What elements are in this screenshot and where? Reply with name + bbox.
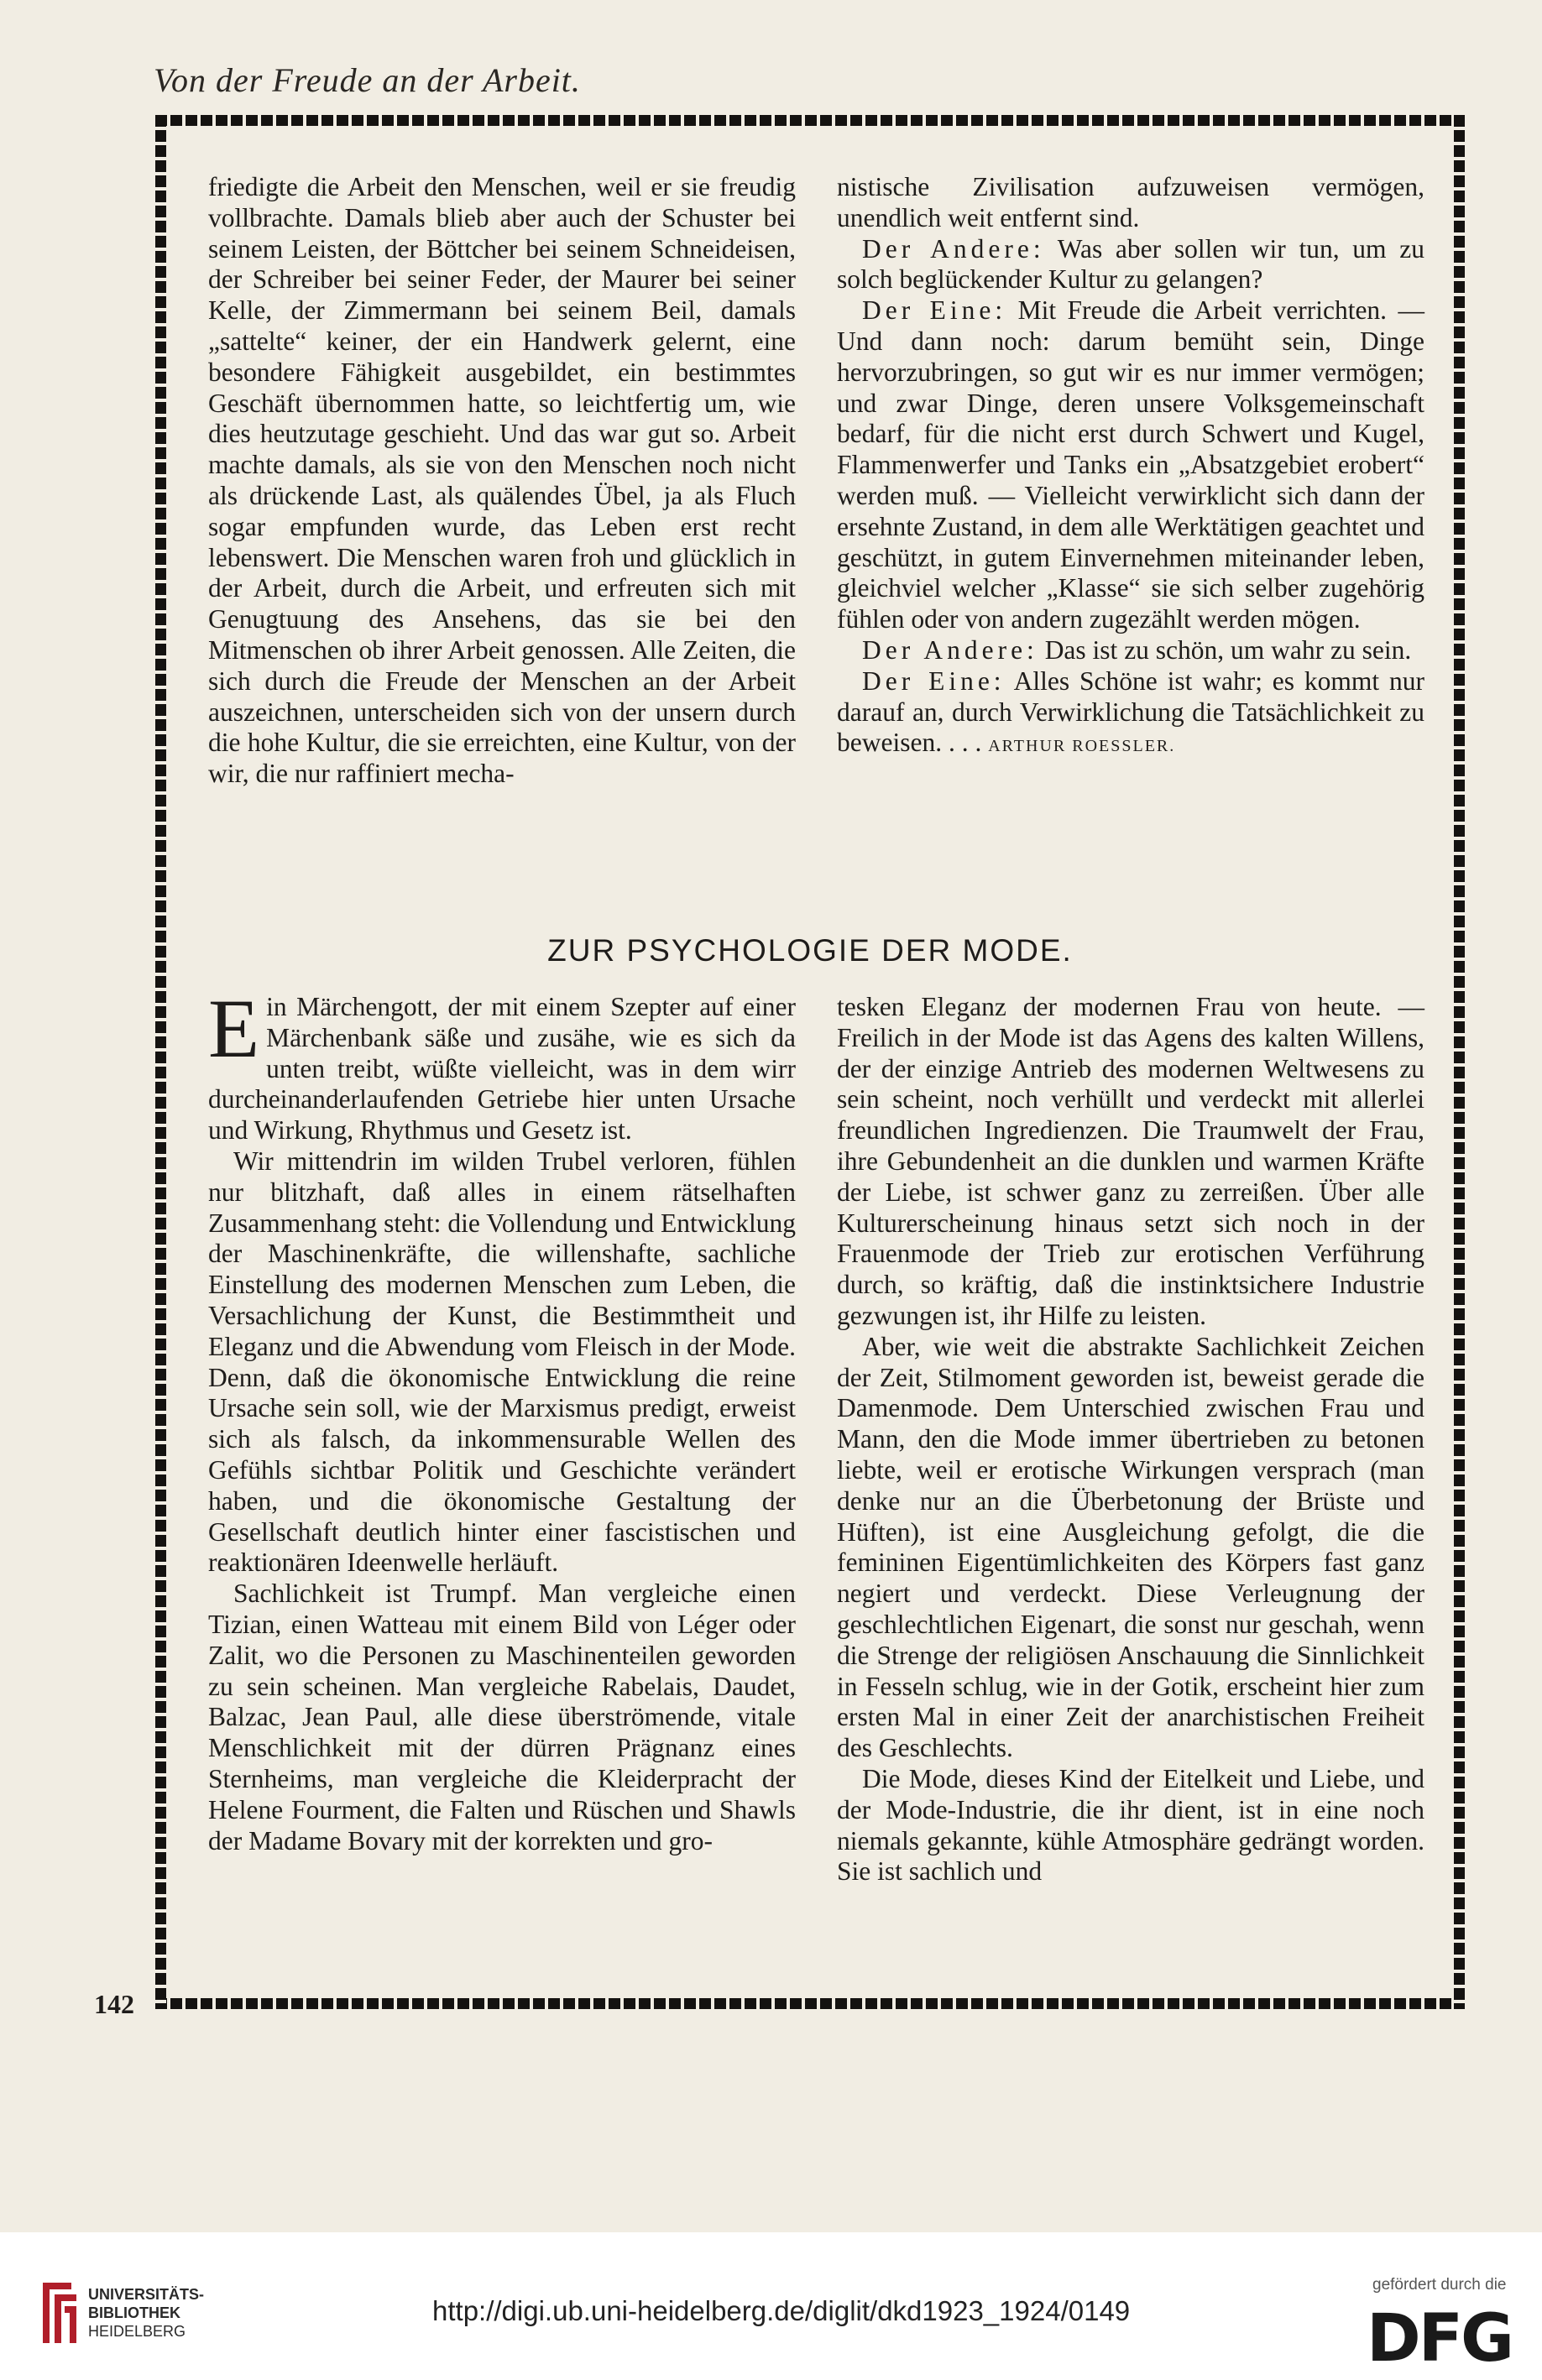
speaker-label: Der Eine: (862, 665, 1006, 696)
page-number: 142 (94, 1989, 134, 2019)
speaker-label: Der Andere: (862, 233, 1045, 264)
article2-left-paragraph-3: Sachlichkeit ist Trumpf. Man vergleiche einen Tizian, einen Watteau mit einem Bild von Léger oder Zalit, wo die Personen zu Maschinenteilen geworden zu sein scheinen. Man vergleiche Rabelais, Daudet, Balzac, Jean Paul, alle diese überströmende, vitale Menschlichkeit mit der dürren Prägnanz eines Sternheims, man vergleiche die Kleiderpracht der Helene Fourment, die Falten und Rüschen und Shawls der Madame Bovary mit der korrekten und gro- (208, 1579, 796, 1855)
article2-right-paragraph-3: Die Mode, dieses Kind der Eitelkeit und Liebe, und der Mode-Industrie, die ihr dient, ist in eine noch niemals gekannte, kühle Atmosphäre gedrängt worden. Sie ist sachlich und (837, 1763, 1424, 1887)
frame-left-border (155, 115, 166, 2009)
author-signature: ARTHUR ROESSLER. (988, 737, 1176, 756)
article2-right-paragraph-1: tesken Eleganz der modernen Frau von heute. — Freilich in der Mode ist das Agens des kalten Willens, der der einzige Antrieb des modernen Weltwesens zu sein scheint, noch verhüllt und verdeckt mit allerlei freundlichen Ingredienzen. Die Traumwelt der Frau, ihre Gebundenheit an die dunklen und warmen Kräfte der Liebe, ist schwer ganz zu zerreißen. Über alle Kulturerscheinung hinaus setzt sich noch in der Frauenmode der Trieb zur erotischen Verführung durch, so kräftig, daß die instinktsichere Industrie gezwungen ist, ihr Hilfe zu leisten. (837, 992, 1424, 1330)
drop-cap: E (208, 982, 260, 1075)
article1-right-paragraph-2 (837, 234, 1424, 296)
article2-right-paragraph-2: Aber, wie weit die abstrakte Sachlichkeit Zeichen der Zeit, Stilmoment geworden ist, beweist gerade die Damenmode. Dem Unterschied zwischen Frau und Mann, den die Mode immer übertrieben zu betonen liebte, weil er erotische Wirkungen versprach (man denke nur an die Überbetonung der Brüste und Hüften), ist eine Ausgleichung gefolgt, die die femininen Eigentümlichkeiten des Körpers fast ganz negiert und verdeckt. Diese Verleugnung der geschlechtlichen Eigenart, die sonst nur geschah, wenn die Strenge der religiösen Anschauung die Sinnlichkeit in Fesseln schlug, wie in der Gotik, erscheint hier zum ersten Mal in einer Zeit der anarchistischen Freiheit des Geschlechts. (837, 1331, 1424, 1763)
library-name (88, 2285, 204, 2341)
article2-left-paragraph-1 (208, 982, 796, 1146)
library-name-line-3: HEIDELBERG (88, 2323, 186, 2340)
article2-right-column (837, 992, 1424, 1887)
speaker-label: Der Andere: (862, 634, 1038, 665)
article2-left-column (208, 982, 796, 1856)
article1-left-column (208, 172, 796, 790)
article1-right-paragraph-1: nistische Zivilisation aufzuweisen vermögen, unendlich weit entfernt sind. (837, 172, 1424, 232)
dialogue-text: Das ist zu schön, um wahr zu sein. (1038, 634, 1412, 665)
speaker-label: Der Eine: (862, 295, 1007, 326)
article1-left-text: friedigte die Arbeit den Menschen, weil er sie freudig vollbrachte. Damals blieb aber auch der Schuster bei seinem Leisten, der Böttcher bei seinem Schneideisen, der Schreiber bei seiner Feder, der Maurer bei seiner Kelle, der Zimmermann bei seinem Beil, damals „sattelte“ keiner, der ein Handwerk gelernt, eine besondere Fähigkeit ausgebildet, ein bestimmtes Geschäft übernommen hatte, so leichtfertig um, wie dies heutzutage geschieht. Und das war gut so. Arbeit machte damals, als sie von den Menschen noch nicht als drückende Last, als quälendes Übel, ja als Fluch sogar empfunden wurde, das Leben erst recht lebenswert. Die Menschen waren froh und glücklich in der Arbeit, durch die Arbeit, und erfreuten sich mit Genugtuung des Ansehens, das sie bei den Mitmenschen ob ihrer Arbeit genossen. Alle Zeiten, die sich durch die Freude der Menschen an der Arbeit auszeichnen, unterscheiden sich von der unsern durch die hohe Kultur, die sie erreichten, eine Kultur, von der wir, die nur raffiniert mecha- (208, 172, 796, 789)
dialogue-text: Mit Freude die Arbeit verrichten. — Und dann noch: darum bemüht sein, Dinge hervorzubringen, so gut wir es nur immer vermögen; und zwar Dinge, deren unsere Volksgemeinschaft bedarf, für die nicht erst durch Schwert und Kugel, Flammenwerfer und Tanks ein „Absatzgebiet erobert“ werden muß. — Vielleicht verwirklicht sich dann der ersehnte Zustand, in dem alle Werktätigen geachtet und geschützt, in gutem Einvernehmen miteinander leben, gleichviel welcher „Klasse“ sie sich selber zugehörig fühlen oder von andern zugezählt werden mögen. (837, 295, 1424, 634)
dfg-logo: DFG (1367, 2301, 1513, 2377)
paragraph-text: in Märchengott, der mit einem Szepter auf einer Märchenbank säße und zusähe, wie es sich da unten treibt, wüßte vielleicht, was in dem wirr durcheinanderlaufenden Getriebe hier unten Ursache und Wirkung, Rhythmus und Gesetz ist. (208, 992, 796, 1146)
dialogue-text: Alles Schöne ist wahr; es kommt nur darauf an, durch Verwirklichung die Tatsächlichkeit zu beweisen. . . . (837, 665, 1425, 758)
source-url-link[interactable]: http://digi.ub.uni-heidelberg.de/diglit/dkd1923_1924/0149 (432, 2295, 1131, 2326)
frame-top-border (155, 115, 1465, 126)
library-name-line-1: UNIVERSITÄTS- (88, 2286, 205, 2303)
frame-right-border (1454, 115, 1465, 2009)
article1-right-column (837, 172, 1424, 762)
article1-right-paragraph-4 (837, 635, 1424, 666)
article1-right-paragraph-5 (837, 666, 1424, 762)
library-name-line-2: BIBLIOTHEK (88, 2304, 180, 2321)
article2-title: ZUR PSYCHOLOGIE DER MODE. (547, 933, 1073, 968)
article1-right-paragraph-3 (837, 295, 1424, 635)
funding-label: gefördert durch die (1372, 2276, 1507, 2294)
article2-left-paragraph-2: Wir mittendrin im wilden Trubel verloren, fühlen nur blitzhaft, daß alles in einem rätselhaften Zusammenhang steht: die Vollendung und Entwicklung der Maschinenkräfte, die willenshafte, sachliche Einstellung des modernen Menschen zum Leben, die Versachlichung der Kunst, die Bestimmtheit und Eleganz und die Abwendung vom Fleisch in der Mode. Denn, daß die ökonomische Entwicklung die reine Ursache sein soll, wie der Marxismus predigt, erweist sich als falsch, da inkommensurable Wellen des Gefühls sichtbar Politik und Geschichte verändert haben, und die ökonomische Gestaltung der Gesellschaft deutlich hinter einer fascistischen und reaktionären Ideenwelle herläuft. (208, 1146, 796, 1578)
library-logo-icon (38, 2279, 80, 2346)
frame-bottom-border (155, 1998, 1465, 2009)
running-head: Von der Freude an der Arbeit. (154, 61, 581, 99)
dialogue-text: Was aber sollen wir tun, um zu solch beglückender Kultur zu gelangen? (837, 233, 1424, 295)
